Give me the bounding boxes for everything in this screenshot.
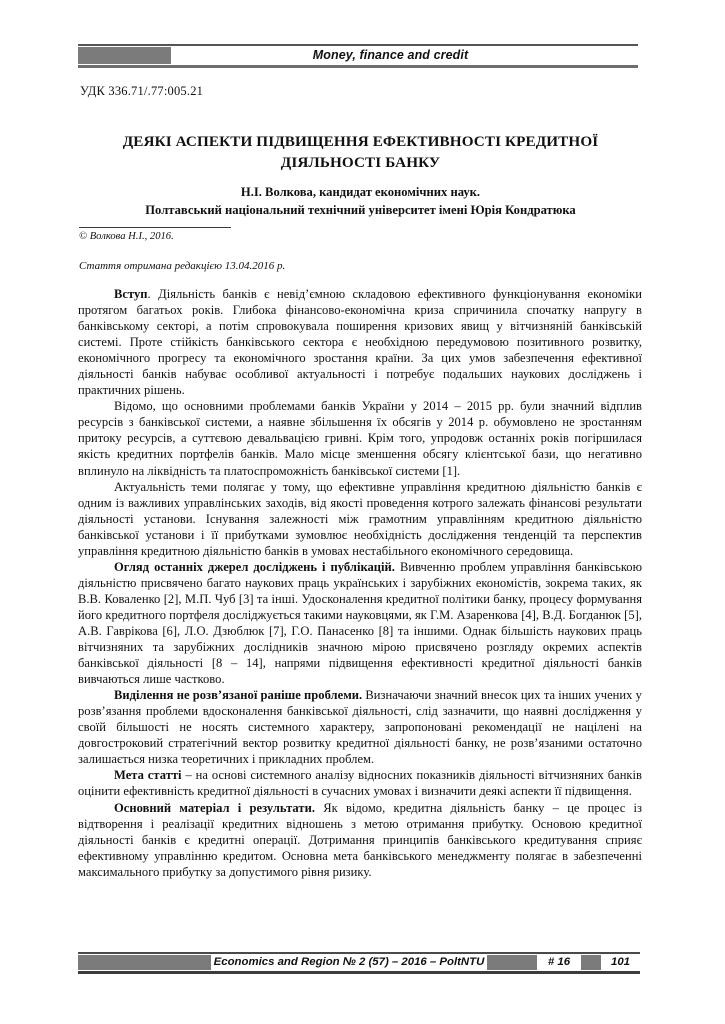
paragraph-lead-in: Огляд останніх джерел досліджень і публікацій. bbox=[114, 559, 395, 574]
running-head-body bbox=[78, 47, 638, 64]
body-paragraph bbox=[78, 559, 642, 687]
author-affiliation: Полтавський національний технічний університет імені Юрія Кондратюка bbox=[145, 203, 576, 217]
body-paragraph: Вступ. Діяльність банків є невід’ємною складовою ефективного функціонування економіки протягом багатьох років. Глибока фінансово-економічна криза спричинила спочатку напругу в банківському секторі, а потім спровокувала поширення кризових явищ у вітчизняній банківській системі. Проте стійкість банківського сектора є необхідною передумовою позитивного розвитку, економічного прогресу та економічного зростання країни. За цих умов забезпечення ефективної діяльності банків набуває особливої актуальності і потребує подальших наукових досліджень і практичних рішень. bbox=[78, 287, 642, 398]
footer-body bbox=[78, 955, 640, 970]
running-head-rule-bottom bbox=[78, 65, 638, 68]
footer-gray-block-mid bbox=[487, 955, 537, 970]
body-paragraph bbox=[78, 800, 642, 880]
paragraph-text: Визначаючи значний внесок цих та інших учених у розв’язання проблеми вдосконалення банківської діяльності, слід зазначити, що наявні дослідження у своїй більшості не носять системного характеру, запропоновані рекомендації не націлені на довгостроковий стратегічний вектор розвитку кредитної діяльності банку, не розв’язаними остаточно залишається низка теоретичних і прикладних проблем. bbox=[78, 688, 642, 767]
footer-journal-title: Economics and Region № 2 (57) – 2016 – PoltNTU bbox=[211, 955, 487, 970]
footer-rule-bottom bbox=[78, 971, 640, 974]
author-name: Н.І. Волкова, кандидат економічних наук. bbox=[240, 185, 481, 199]
footer-gray-block-left bbox=[78, 955, 211, 970]
paragraph-lead-in: Виділення не розв’язаної раніше проблеми. bbox=[114, 688, 363, 703]
paragraph-text: Відомо, що основними проблемами банків України у 2014 – 2015 рр. були значний відплив ресурсів з банківської системи, а наявне збільшення їх обсягів у 2014 р. обумовлено не зростанням притоку ресурсів, а суттєвою девальвацією гривні. Крім того, упродовж останніх років погіршилася якість кредитних портфелів банків. Мало місце зменшення обсягу клієнтської бази, що негативно вплинуло на ліквідність та платоспроможність банківської системи [1]. bbox=[78, 399, 642, 478]
body-paragraph bbox=[78, 767, 642, 799]
copyright-rule bbox=[79, 227, 231, 228]
paragraph-text: Діяльність банків є невід’ємною складовою ефективного функціонування економіки протягом багатьох років. Глибока фінансово-економічна криза спричинила спочатку напругу в банківському секторі, а потім спровокувала поширення кризових явищ у вітчизняній банківській системі. Проте стійкість банківського сектора є необхідною передумовою позитивного розвитку, економічного прогресу та економічного зростання країни. За цих умов забезпечення ефективної діяльності банків набуває особливої актуальності і потребує подальших наукових досліджень і практичних рішень. bbox=[78, 287, 642, 398]
paragraph-lead-in: Вступ bbox=[114, 287, 148, 301]
paragraph-text: Вивченню проблем управління банківською діяльністю присвячено багато наукових праць українських і зарубіжних економістів, зокрема таких, як В.В. Коваленко [2], М.П. Чуб [3] та інші. Удосконалення кредитної політики банку, процесу формування його кредитного портфеля досліджується такими науковцями, як Г.М. Азаренкова [4], В.Д. Богданюк [5], А.В. Гаврікова [6], Л.О. Дзюблюк [7], Г.О. Панасенко [8] та іншими. Однак більшість наукових праць вітчизняних та зарубіжних дослідників значною мірою присвячено розгляду окремих аспектів банківської діяльності [8 – 14], напрями підвищення ефективності кредитної діяльності банків вивчаються лише частково. bbox=[78, 559, 642, 687]
body-paragraph bbox=[78, 398, 642, 478]
article-body bbox=[78, 286, 642, 880]
page-footer bbox=[78, 952, 640, 974]
body-paragraph bbox=[78, 687, 642, 767]
footer-issue-number: # 16 bbox=[537, 955, 581, 970]
running-head-rule-top bbox=[78, 44, 638, 46]
copyright-block bbox=[79, 227, 279, 244]
copyright-line: © Волкова Н.І., 2016. bbox=[79, 231, 174, 242]
running-head-title: Money, finance and credit bbox=[312, 48, 469, 62]
running-head-gray-block bbox=[78, 47, 171, 64]
paragraph-lead-in: Мета статті bbox=[114, 768, 182, 783]
paragraph-text: – на основі системного аналізу відносних показників діяльності вітчизняних банків оцінити ефективність кредитної діяльності в сучасних умовах і визначити деякі аспекти її підвищення. bbox=[78, 768, 642, 799]
running-head bbox=[78, 44, 638, 68]
body-paragraph bbox=[78, 479, 642, 559]
footer-rule-top bbox=[78, 952, 640, 954]
paragraph-text: Як відомо, кредитна діяльність банку – це процес із відтворення і реалізації кредитних відношень з метою отримання прибутку. Основою кредитної діяльності банків є кредитні операції. Дотримання принципів банківського кредитування сприяє ефективному управлінню кредитом. Основна мета банківського менеджменту полягає в забезпеченні максимального прибутку за допустимого рівня ризику. bbox=[78, 800, 642, 879]
footer-page-number: 101 bbox=[601, 955, 640, 970]
footer-gray-block-right bbox=[581, 955, 601, 970]
paragraph-lead-in: Основний матеріал і результати. bbox=[114, 800, 315, 815]
received-date-line: Стаття отримана редакцією 13.04.2016 р. bbox=[79, 260, 286, 272]
udc-code: УДК 336.71/.77:005.21 bbox=[80, 84, 204, 98]
paragraph-text: Актуальність теми полягає у тому, що ефективне управління кредитною діяльністю банків є одним із важливих управлінських заходів, від якості проведення котрого залежать фінансові результати діяльності установи. Існування залежності між грамотним управлінням кредитною діяльністю банківської установи і її прибутками зумовлює необхідність дослідження тенденцій та перспектив управління кредитною діяльністю банків в умовах нестабільного економічного середовища. bbox=[78, 479, 642, 558]
author-block bbox=[78, 183, 643, 219]
article-title: ДЕЯКІ АСПЕКТИ ПІДВИЩЕННЯ ЕФЕКТИВНОСТІ КРЕДИТНОЇ ДІЯЛЬНОСТІ БАНКУ bbox=[122, 133, 599, 172]
